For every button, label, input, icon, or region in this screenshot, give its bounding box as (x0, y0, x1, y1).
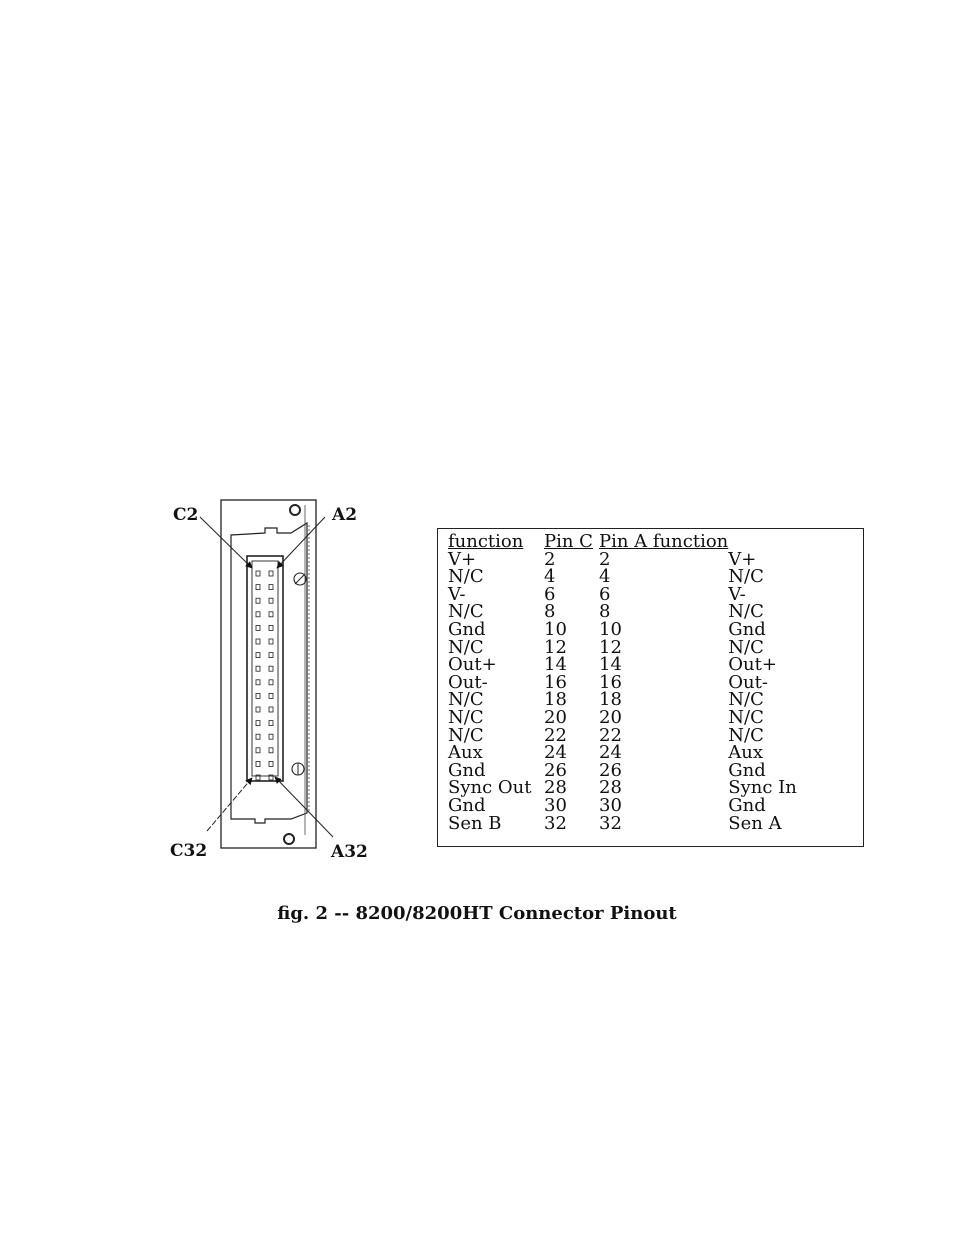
arrow-c32 (207, 778, 252, 831)
pin-c-cell: 28 (544, 777, 567, 799)
function-a-cell: Out+ (728, 654, 777, 676)
pin-c-cell: 26 (544, 759, 567, 781)
pin-contact (256, 639, 260, 644)
function-c-cell: N/C (448, 706, 484, 728)
pin-a-cell: 6 (599, 583, 611, 605)
pin-contact (269, 761, 273, 766)
function-a-cell: Sen A (728, 812, 782, 834)
function-a-cell: V- (728, 583, 746, 605)
pin-c-cell: 18 (544, 689, 567, 711)
pin-contact (256, 734, 260, 739)
pin-a-cell: 8 (599, 601, 611, 623)
pin-contact (269, 680, 273, 685)
function-c-cell: Sen B (448, 812, 502, 834)
pin-contact (256, 653, 260, 658)
pin-a-cell: 2 (599, 548, 611, 570)
table-row (448, 815, 797, 833)
table-row (448, 797, 797, 815)
pin-contact (256, 666, 260, 671)
function-c-cell: N/C (448, 636, 484, 658)
pin-contact (256, 680, 260, 685)
pin-contact (269, 693, 273, 698)
arrow-a32 (275, 777, 333, 837)
connector-diagram (165, 495, 375, 870)
header-function-c: function (448, 531, 524, 552)
pin-a-cell: 22 (599, 724, 622, 746)
pin-c-cell: 12 (544, 636, 567, 658)
pin-contact (256, 761, 260, 766)
label-a2: A2 (332, 505, 358, 525)
function-a-cell: Sync In (728, 777, 797, 799)
pin-contact (256, 748, 260, 753)
pin-contact (269, 585, 273, 590)
pin-c-cell: 32 (544, 812, 567, 834)
pin-a-cell: 32 (599, 812, 622, 834)
pin-c-cell: 24 (544, 742, 567, 764)
label-c2: C2 (173, 505, 199, 525)
pin-contact (256, 693, 260, 698)
function-c-cell: Aux (448, 742, 483, 764)
function-a-cell: N/C (728, 566, 764, 588)
table-header-row (448, 533, 797, 551)
pin-a-cell: 30 (599, 794, 622, 816)
arrow-a2 (277, 517, 325, 568)
pin-contact (256, 721, 260, 726)
pin-a-cell: 18 (599, 689, 622, 711)
function-c-cell: Sync Out (448, 777, 532, 799)
function-a-cell: N/C (728, 601, 764, 623)
pin-contact (256, 571, 260, 576)
function-c-cell: V+ (448, 548, 477, 570)
pin-contact (269, 598, 273, 603)
pin-grid (256, 571, 273, 780)
pin-contact (269, 612, 273, 617)
function-a-cell: Gnd (728, 618, 766, 640)
function-a-cell: N/C (728, 636, 764, 658)
pin-contact (269, 748, 273, 753)
function-c-cell: V- (448, 583, 466, 605)
pin-c-cell: 14 (544, 654, 567, 676)
pin-contact (256, 598, 260, 603)
pin-c-cell: 16 (544, 671, 567, 693)
function-c-cell: Out- (448, 671, 488, 693)
pin-a-cell: 10 (599, 618, 622, 640)
function-c-cell: N/C (448, 566, 484, 588)
pin-a-cell: 20 (599, 706, 622, 728)
label-a32: A32 (331, 842, 368, 862)
pin-a-cell: 24 (599, 742, 622, 764)
function-c-cell: N/C (448, 689, 484, 711)
mount-hole-bottom-icon (284, 834, 294, 844)
function-a-cell: Out- (728, 671, 768, 693)
pin-c-cell: 20 (544, 706, 567, 728)
pin-c-cell: 22 (544, 724, 567, 746)
table-body (448, 548, 797, 834)
pin-contact (269, 625, 273, 630)
table-row (448, 709, 797, 727)
pin-a-cell: 26 (599, 759, 622, 781)
pin-contact (269, 653, 273, 658)
pin-contact (256, 585, 260, 590)
pin-a-cell: 16 (599, 671, 622, 693)
function-a-cell: V+ (728, 548, 757, 570)
pin-contact (256, 707, 260, 712)
pin-contact (269, 639, 273, 644)
pin-a-cell: 12 (599, 636, 622, 658)
pin-contact (269, 721, 273, 726)
header-pin-c: Pin C (544, 531, 593, 552)
connector-drawing (165, 495, 375, 870)
pin-c-cell: 30 (544, 794, 567, 816)
pin-c-cell: 2 (544, 548, 556, 570)
header-function-a-spacer (728, 533, 797, 551)
pinout-table (437, 528, 864, 847)
pin-contact (269, 707, 273, 712)
figure-caption: fig. 2 -- 8200/8200HT Connector Pinout (277, 903, 677, 924)
pin-contact (269, 734, 273, 739)
table-row (448, 621, 797, 639)
arrow-c2 (200, 517, 252, 568)
function-a-cell: N/C (728, 724, 764, 746)
function-c-cell: N/C (448, 601, 484, 623)
pin-contact (269, 571, 273, 576)
pin-contact (256, 625, 260, 630)
pin-contact (269, 666, 273, 671)
pin-a-cell: 14 (599, 654, 622, 676)
function-c-cell: Out+ (448, 654, 497, 676)
pin-contact (256, 612, 260, 617)
function-a-cell: Gnd (728, 794, 766, 816)
function-c-cell: Gnd (448, 618, 486, 640)
pin-c-cell: 4 (544, 566, 556, 588)
pin-c-cell: 8 (544, 601, 556, 623)
label-c32: C32 (170, 841, 208, 861)
function-a-cell: N/C (728, 706, 764, 728)
pin-c-cell: 10 (544, 618, 567, 640)
pin-a-cell: 28 (599, 777, 622, 799)
function-a-cell: Aux (728, 742, 764, 764)
header-pin-a: Pin A function (599, 531, 729, 552)
mount-hole-top-icon (290, 505, 300, 515)
function-a-cell: N/C (728, 689, 764, 711)
function-c-cell: N/C (448, 724, 484, 746)
function-c-cell: Gnd (448, 794, 486, 816)
function-c-cell: Gnd (448, 759, 486, 781)
function-a-cell: Gnd (728, 759, 766, 781)
pin-c-cell: 6 (544, 583, 556, 605)
pin-a-cell: 4 (599, 566, 611, 588)
